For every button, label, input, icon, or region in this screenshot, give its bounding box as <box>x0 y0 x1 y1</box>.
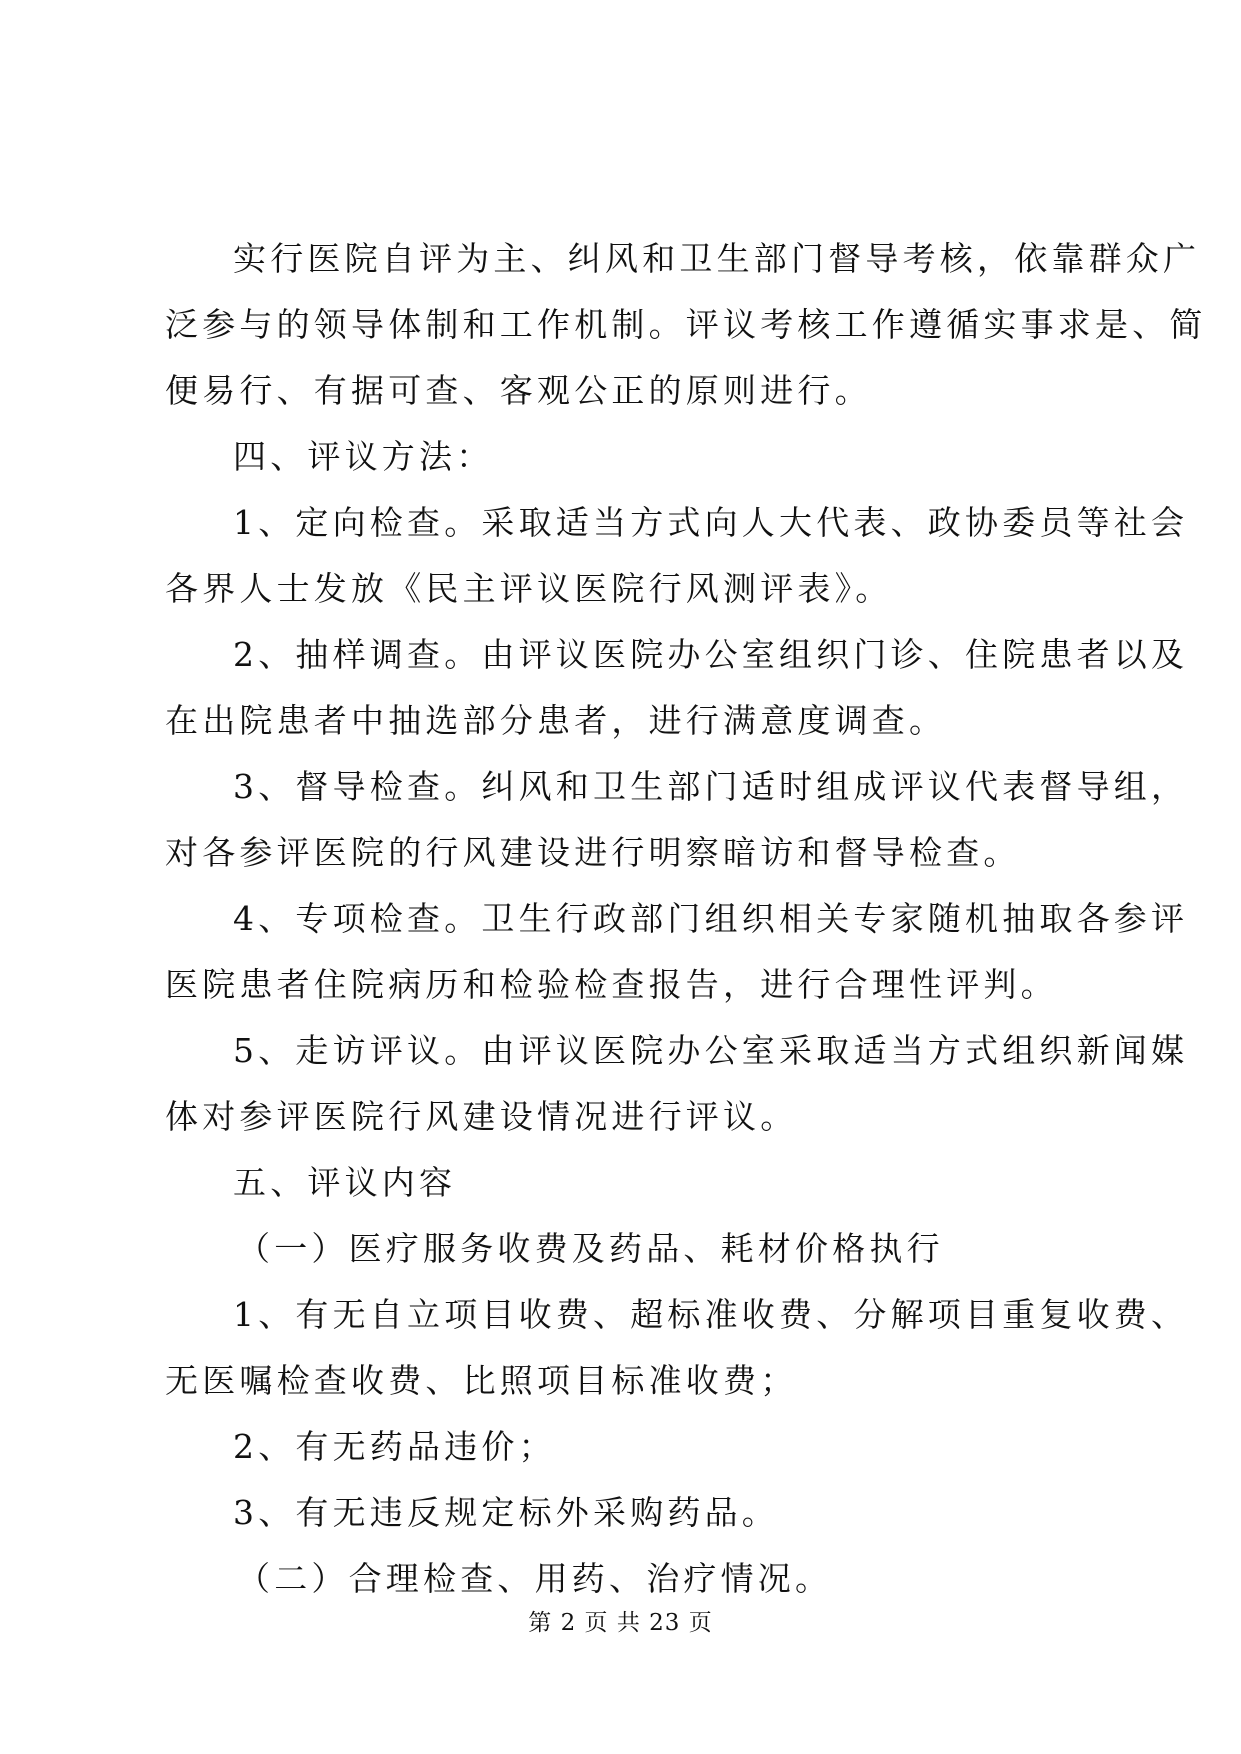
page-number-footer: 第 2 页 共 23 页 <box>528 1610 713 1636</box>
document-body <box>165 226 1207 1612</box>
paragraph-line: 2、有无药品违价； <box>233 1427 556 1466</box>
paragraph-line: 3、有无违反规定标外采购药品。 <box>233 1493 779 1532</box>
section-heading: 五、评议内容 <box>233 1163 457 1202</box>
paragraph-line: 1、有无自立项目收费、超标准收费、分解项目重复收费、 <box>233 1295 1189 1334</box>
paragraph-line: 对各参评医院的行风建设进行明察暗访和督导检查。 <box>165 833 1021 872</box>
paragraph-line: 无医嘱检查收费、比照项目标准收费； <box>165 1361 798 1400</box>
paragraph-line: 体对参评医院行风建设情况进行评议。 <box>165 1097 798 1136</box>
paragraph-line: 4、专项检查。卫生行政部门组织相关专家随机抽取各参评 <box>233 899 1189 938</box>
paragraph-line: 便易行、有据可查、客观公正的原则进行。 <box>165 371 872 410</box>
paragraph-line: 医院患者住院病历和检验检查报告，进行合理性评判。 <box>165 965 1058 1004</box>
paragraph-line: 在出院患者中抽选部分患者，进行满意度调查。 <box>165 701 947 740</box>
subsection-heading: （一）医疗服务收费及药品、耗材价格执行 <box>237 1229 944 1268</box>
paragraph-line: 3、督导检查。纠风和卫生部门适时组成评议代表督导组， <box>233 767 1189 806</box>
paragraph-line: 泛参与的领导体制和工作机制。评议考核工作遵循实事求是、简 <box>165 305 1207 344</box>
paragraph-line: 各界人士发放《民主评议医院行风测评表》。 <box>165 569 893 608</box>
subsection-heading: （二）合理检查、用药、治疗情况。 <box>237 1559 833 1598</box>
paragraph-line: 1、定向检查。采取适当方式向人大代表、政协委员等社会 <box>233 503 1189 542</box>
paragraph-line: 5、走访评议。由评议医院办公室采取适当方式组织新闻媒 <box>233 1031 1189 1070</box>
paragraph-line: 实行医院自评为主、纠风和卫生部门督导考核，依靠群众广 <box>233 239 1201 278</box>
section-heading: 四、评议方法： <box>233 437 494 476</box>
paragraph-line: 2、抽样调查。由评议医院办公室组织门诊、住院患者以及 <box>233 635 1189 674</box>
